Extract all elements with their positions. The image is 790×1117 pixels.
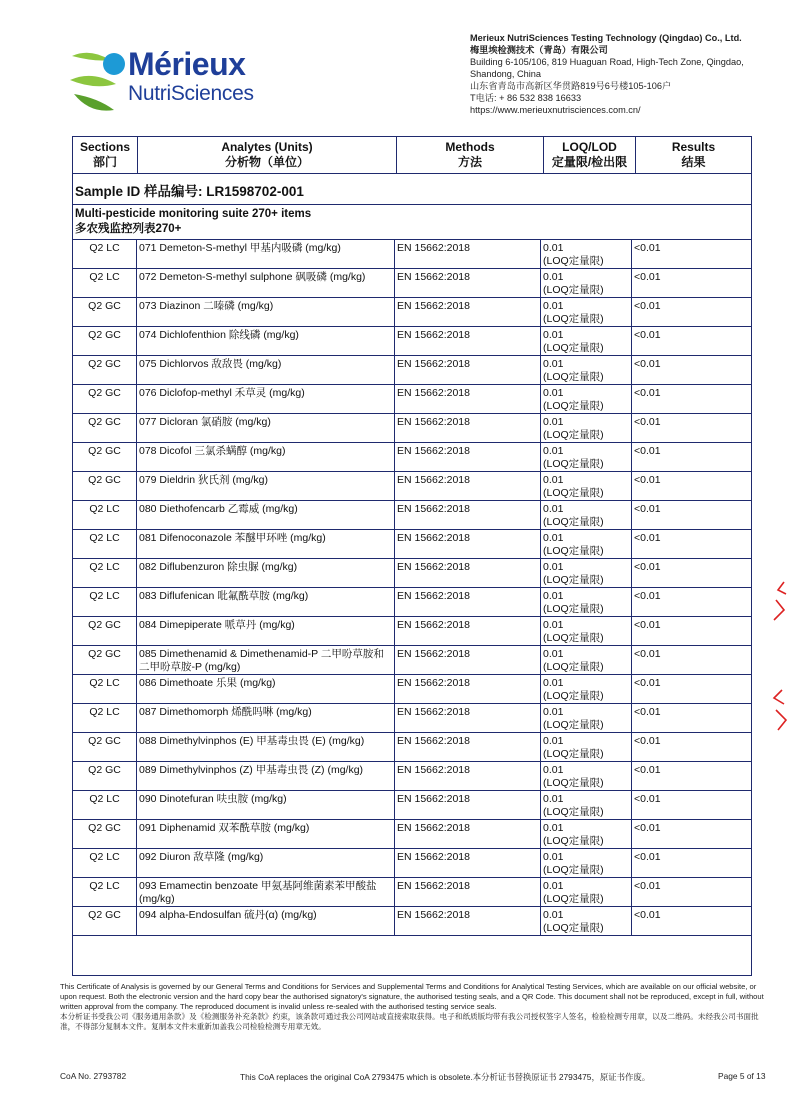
- brand-line1: Mérieux: [128, 46, 246, 82]
- loq-cell: [541, 501, 632, 530]
- result-cell: <0.01: [632, 414, 752, 443]
- loq-note: (LOQ定量限): [543, 429, 604, 441]
- analyte-cell: 076 Diclofop-methyl 禾草灵 (mg/kg): [137, 385, 395, 414]
- header-methods: Methods 方法: [397, 137, 544, 174]
- company-website[interactable]: https://www.merieuxnutrisciences.com.cn/: [470, 105, 641, 115]
- analyte-cell: 073 Diazinon 二嗪磷 (mg/kg): [137, 298, 395, 327]
- analyte-cell: 088 Dimethylvinphos (E) 甲基毒虫畏 (E) (mg/kg): [137, 733, 395, 762]
- result-cell: <0.01: [632, 385, 752, 414]
- loq-note: (LOQ定量限): [543, 719, 604, 731]
- loq-cell: [541, 356, 632, 385]
- company-name-en: Merieux NutriSciences Testing Technology (Qingdao) Co., Ltd.: [470, 33, 742, 43]
- method-cell: EN 15662:2018: [395, 240, 541, 269]
- result-cell: <0.01: [632, 501, 752, 530]
- analyte-cell: 080 Diethofencarb 乙霉威 (mg/kg): [137, 501, 395, 530]
- section-cell: Q2 LC: [73, 269, 137, 298]
- table-row: [73, 356, 752, 385]
- analyte-cell: 077 Dicloran 氯硝胺 (mg/kg): [137, 414, 395, 443]
- loq-cell: [541, 878, 632, 907]
- footer-terms-en: This Certificate of Analysis is governed by our General Terms and Conditions for Services and Supplemental Terms and Conditions for Analytical Testing Services, which are available on our official website, or upon request. Both the electronic version and the hard copy bear the authorised signatory's signature, the authorised testing seals, and a QR Code. This document shall not be reproduced, except in full, without written approval from the company. The reproduced document is invalid unless re-sealed with the authorised testing service seals.: [60, 982, 764, 1011]
- loq-cell: [541, 646, 632, 675]
- method-cell: EN 15662:2018: [395, 762, 541, 791]
- results-header: [72, 136, 752, 174]
- table-row: [73, 820, 752, 849]
- loq-value: 0.01: [543, 242, 564, 254]
- section-cell: Q2 GC: [73, 414, 137, 443]
- method-cell: EN 15662:2018: [395, 733, 541, 762]
- analyte-cell: 093 Emamectin benzoate 甲氨基阿维菌素苯甲酸盐 (mg/kg): [137, 878, 395, 907]
- analyte-cell: 079 Dieldrin 狄氏剂 (mg/kg): [137, 472, 395, 501]
- analyte-cell: 075 Dichlorvos 敌敌畏 (mg/kg): [137, 356, 395, 385]
- analyte-cell: 094 alpha-Endosulfan 硫丹(α) (mg/kg): [137, 907, 395, 936]
- loq-value: 0.01: [543, 329, 564, 341]
- loq-note: (LOQ定量限): [543, 777, 604, 789]
- analyte-cell: 083 Diflufenican 吡氟酰草胺 (mg/kg): [137, 588, 395, 617]
- header-sections: Sections 部门: [73, 137, 138, 174]
- method-cell: EN 15662:2018: [395, 588, 541, 617]
- table-row: [73, 675, 752, 704]
- section-cell: Q2 GC: [73, 327, 137, 356]
- result-cell: <0.01: [632, 878, 752, 907]
- analyte-cell: 084 Dimepiperate 哌草丹 (mg/kg): [137, 617, 395, 646]
- loq-cell: [541, 675, 632, 704]
- section-cell: Q2 LC: [73, 704, 137, 733]
- result-cell: <0.01: [632, 298, 752, 327]
- table-row: [73, 559, 752, 588]
- method-cell: EN 15662:2018: [395, 472, 541, 501]
- company-address-en: Building 6-105/106, 819 Huaguan Road, High-Tech Zone, Qingdao, Shandong, China: [470, 57, 744, 79]
- section-cell: Q2 LC: [73, 588, 137, 617]
- result-cell: <0.01: [632, 820, 752, 849]
- method-cell: EN 15662:2018: [395, 414, 541, 443]
- section-cell: Q2 LC: [73, 849, 137, 878]
- table-row: [73, 617, 752, 646]
- loq-note: (LOQ定量限): [543, 748, 604, 760]
- loq-value: 0.01: [543, 358, 564, 370]
- company-phone: T电话: + 86 532 838 16633: [470, 93, 582, 103]
- method-cell: EN 15662:2018: [395, 269, 541, 298]
- loq-note: (LOQ定量限): [543, 864, 604, 876]
- analyte-cell: 085 Dimethenamid & Dimethenamid-P 二甲吩草胺和二甲吩草胺-P (mg/kg): [137, 646, 395, 675]
- loq-value: 0.01: [543, 503, 564, 515]
- method-cell: EN 15662:2018: [395, 385, 541, 414]
- section-cell: Q2 LC: [73, 675, 137, 704]
- table-row: [73, 849, 752, 878]
- company-name-cn: 梅里埃检测技术（青岛）有限公司: [470, 45, 608, 55]
- method-cell: EN 15662:2018: [395, 298, 541, 327]
- loq-note: (LOQ定量限): [543, 922, 604, 934]
- section-cell: Q2 GC: [73, 733, 137, 762]
- table-row: [73, 762, 752, 791]
- method-cell: EN 15662:2018: [395, 501, 541, 530]
- result-cell: <0.01: [632, 646, 752, 675]
- loq-note: (LOQ定量限): [543, 632, 604, 644]
- loq-note: (LOQ定量限): [543, 371, 604, 383]
- company-info: [470, 32, 780, 116]
- loq-value: 0.01: [543, 822, 564, 834]
- loq-note: (LOQ定量限): [543, 342, 604, 354]
- result-cell: <0.01: [632, 617, 752, 646]
- loq-cell: [541, 791, 632, 820]
- result-cell: <0.01: [632, 472, 752, 501]
- section-cell: Q2 GC: [73, 443, 137, 472]
- loq-cell: [541, 530, 632, 559]
- loq-note: (LOQ定量限): [543, 255, 604, 267]
- table-row: [73, 791, 752, 820]
- result-cell: <0.01: [632, 907, 752, 936]
- section-cell: Q2 GC: [73, 820, 137, 849]
- loq-cell: [541, 704, 632, 733]
- loq-cell: [541, 240, 632, 269]
- footer-terms: [60, 982, 770, 1032]
- loq-note: (LOQ定量限): [543, 603, 604, 615]
- section-cell: Q2 LC: [73, 240, 137, 269]
- loq-cell: [541, 617, 632, 646]
- analyte-cell: 081 Difenoconazole 苯醚甲环唑 (mg/kg): [137, 530, 395, 559]
- loq-cell: [541, 298, 632, 327]
- analyte-cell: 091 Diphenamid 双苯酰草胺 (mg/kg): [137, 820, 395, 849]
- table-row: [73, 907, 752, 936]
- method-cell: EN 15662:2018: [395, 443, 541, 472]
- result-cell: <0.01: [632, 327, 752, 356]
- method-cell: EN 15662:2018: [395, 327, 541, 356]
- table-row: [73, 472, 752, 501]
- section-cell: Q2 GC: [73, 907, 137, 936]
- loq-value: 0.01: [543, 561, 564, 573]
- loq-value: 0.01: [543, 735, 564, 747]
- company-logo: [70, 46, 280, 116]
- loq-value: 0.01: [543, 793, 564, 805]
- result-cell: <0.01: [632, 588, 752, 617]
- loq-value: 0.01: [543, 387, 564, 399]
- loq-cell: [541, 327, 632, 356]
- result-cell: <0.01: [632, 791, 752, 820]
- header-loq: LOQ/LOD 定量限/检出限: [544, 137, 636, 174]
- section-cell: Q2 GC: [73, 617, 137, 646]
- loq-cell: [541, 385, 632, 414]
- logo-dot: [103, 53, 125, 75]
- section-cell: Q2 LC: [73, 559, 137, 588]
- result-cell: <0.01: [632, 675, 752, 704]
- result-cell: <0.01: [632, 733, 752, 762]
- loq-value: 0.01: [543, 851, 564, 863]
- page-number: Page 5 of 13: [718, 1071, 766, 1081]
- result-cell: <0.01: [632, 530, 752, 559]
- method-cell: EN 15662:2018: [395, 530, 541, 559]
- replacement-note: This CoA replaces the original CoA 2793475 which is obsolete.本分析证书替换原证书 2793475，原证书作废。: [240, 1072, 651, 1082]
- section-cell: Q2 GC: [73, 762, 137, 791]
- result-cell: <0.01: [632, 240, 752, 269]
- result-cell: <0.01: [632, 559, 752, 588]
- section-cell: Q2 GC: [73, 356, 137, 385]
- table-row: [73, 269, 752, 298]
- table-row: [73, 501, 752, 530]
- result-cell: <0.01: [632, 849, 752, 878]
- loq-note: (LOQ定量限): [543, 516, 604, 528]
- loq-cell: [541, 849, 632, 878]
- coa-number: CoA No. 2793782: [60, 1071, 127, 1081]
- analyte-cell: 071 Demeton-S-methyl 甲基内吸磷 (mg/kg): [137, 240, 395, 269]
- loq-value: 0.01: [543, 532, 564, 544]
- method-cell: EN 15662:2018: [395, 820, 541, 849]
- method-cell: EN 15662:2018: [395, 878, 541, 907]
- table-row: [73, 414, 752, 443]
- header-analytes: Analytes (Units) 分析物（单位）: [138, 137, 397, 174]
- loq-cell: [541, 414, 632, 443]
- analyte-cell: 092 Diuron 敌草隆 (mg/kg): [137, 849, 395, 878]
- loq-note: (LOQ定量限): [543, 284, 604, 296]
- brand-line2: NutriSciences: [128, 82, 254, 105]
- sample-id: Sample ID 样品编号: LR1598702-001: [75, 184, 304, 199]
- loq-value: 0.01: [543, 300, 564, 312]
- analyte-cell: 089 Dimethylvinphos (Z) 甲基毒虫畏 (Z) (mg/kg): [137, 762, 395, 791]
- result-cell: <0.01: [632, 269, 752, 298]
- loq-note: (LOQ定量限): [543, 690, 604, 702]
- loq-note: (LOQ定量限): [543, 893, 604, 905]
- result-cell: <0.01: [632, 704, 752, 733]
- result-cell: <0.01: [632, 443, 752, 472]
- results-table: [72, 239, 752, 936]
- loq-cell: [541, 443, 632, 472]
- method-cell: EN 15662:2018: [395, 907, 541, 936]
- method-cell: EN 15662:2018: [395, 849, 541, 878]
- method-cell: EN 15662:2018: [395, 704, 541, 733]
- loq-value: 0.01: [543, 416, 564, 428]
- loq-note: (LOQ定量限): [543, 545, 604, 557]
- table-row: [73, 704, 752, 733]
- loq-note: (LOQ定量限): [543, 661, 604, 673]
- section-cell: Q2 GC: [73, 646, 137, 675]
- table-row: [73, 385, 752, 414]
- header-results: Results 结果: [636, 137, 752, 174]
- section-cell: Q2 GC: [73, 472, 137, 501]
- result-cell: <0.01: [632, 356, 752, 385]
- loq-cell: [541, 269, 632, 298]
- analyte-cell: 087 Dimethomorph 烯酰吗啉 (mg/kg): [137, 704, 395, 733]
- section-cell: Q2 LC: [73, 501, 137, 530]
- loq-cell: [541, 907, 632, 936]
- method-cell: EN 15662:2018: [395, 646, 541, 675]
- loq-note: (LOQ定量限): [543, 835, 604, 847]
- divider: [72, 204, 752, 205]
- loq-note: (LOQ定量限): [543, 313, 604, 325]
- loq-value: 0.01: [543, 445, 564, 457]
- section-cell: Q2 LC: [73, 530, 137, 559]
- loq-cell: [541, 559, 632, 588]
- loq-cell: [541, 472, 632, 501]
- suite-title: [75, 207, 311, 237]
- analyte-cell: 072 Demeton-S-methyl sulphone 砜吸磷 (mg/kg): [137, 269, 395, 298]
- result-cell: <0.01: [632, 762, 752, 791]
- section-cell: Q2 LC: [73, 791, 137, 820]
- loq-cell: [541, 762, 632, 791]
- analyte-cell: 086 Dimethoate 乐果 (mg/kg): [137, 675, 395, 704]
- loq-note: (LOQ定量限): [543, 574, 604, 586]
- method-cell: EN 15662:2018: [395, 617, 541, 646]
- logo-leaf-mid: [70, 76, 116, 86]
- loq-value: 0.01: [543, 619, 564, 631]
- loq-value: 0.01: [543, 706, 564, 718]
- footer-terms-cn: 本分析证书受我公司《服务通用条款》及《检测服务补充条款》约束，该条款可通过我公司网站或直接索取获得。电子和纸质版均带有我公司授权签字人签名，检验检测专用章，以及二维码。未经我公司书面批准，不得部分复制本文件。复制本文件未重新加盖我公司检验检测专用章无效。: [60, 1012, 759, 1031]
- analyte-cell: 090 Dinotefuran 呋虫胺 (mg/kg): [137, 791, 395, 820]
- loq-value: 0.01: [543, 764, 564, 776]
- method-cell: EN 15662:2018: [395, 356, 541, 385]
- table-row: [73, 530, 752, 559]
- section-cell: Q2 GC: [73, 385, 137, 414]
- loq-note: (LOQ定量限): [543, 806, 604, 818]
- analyte-cell: 074 Dichlofenthion 除线磷 (mg/kg): [137, 327, 395, 356]
- section-cell: Q2 LC: [73, 878, 137, 907]
- loq-value: 0.01: [543, 880, 564, 892]
- method-cell: EN 15662:2018: [395, 559, 541, 588]
- table-row: [73, 646, 752, 675]
- loq-value: 0.01: [543, 909, 564, 921]
- analyte-cell: 078 Dicofol 三氯杀螨醇 (mg/kg): [137, 443, 395, 472]
- table-row: [73, 298, 752, 327]
- table-row: [73, 733, 752, 762]
- table-row: [73, 588, 752, 617]
- analyte-cell: 082 Diflubenzuron 除虫脲 (mg/kg): [137, 559, 395, 588]
- loq-note: (LOQ定量限): [543, 487, 604, 499]
- loq-note: (LOQ定量限): [543, 400, 604, 412]
- suite-title-cn: 多农残监控列表270+: [75, 223, 182, 235]
- method-cell: EN 15662:2018: [395, 675, 541, 704]
- table-row: [73, 240, 752, 269]
- section-cell: Q2 GC: [73, 298, 137, 327]
- loq-value: 0.01: [543, 271, 564, 283]
- loq-cell: [541, 733, 632, 762]
- company-address-cn: 山东省青岛市高新区华贯路819号6号楼105-106户: [470, 81, 672, 91]
- loq-value: 0.01: [543, 474, 564, 486]
- loq-note: (LOQ定量限): [543, 458, 604, 470]
- logo-leaf-bottom: [74, 94, 114, 111]
- loq-cell: [541, 588, 632, 617]
- table-row: [73, 878, 752, 907]
- loq-value: 0.01: [543, 648, 564, 660]
- loq-value: 0.01: [543, 677, 564, 689]
- table-row: [73, 443, 752, 472]
- suite-title-en: Multi-pesticide monitoring suite 270+ items: [75, 208, 312, 220]
- method-cell: EN 15662:2018: [395, 791, 541, 820]
- seal-stamp: [768, 580, 790, 740]
- table-row: [73, 327, 752, 356]
- loq-value: 0.01: [543, 590, 564, 602]
- loq-cell: [541, 820, 632, 849]
